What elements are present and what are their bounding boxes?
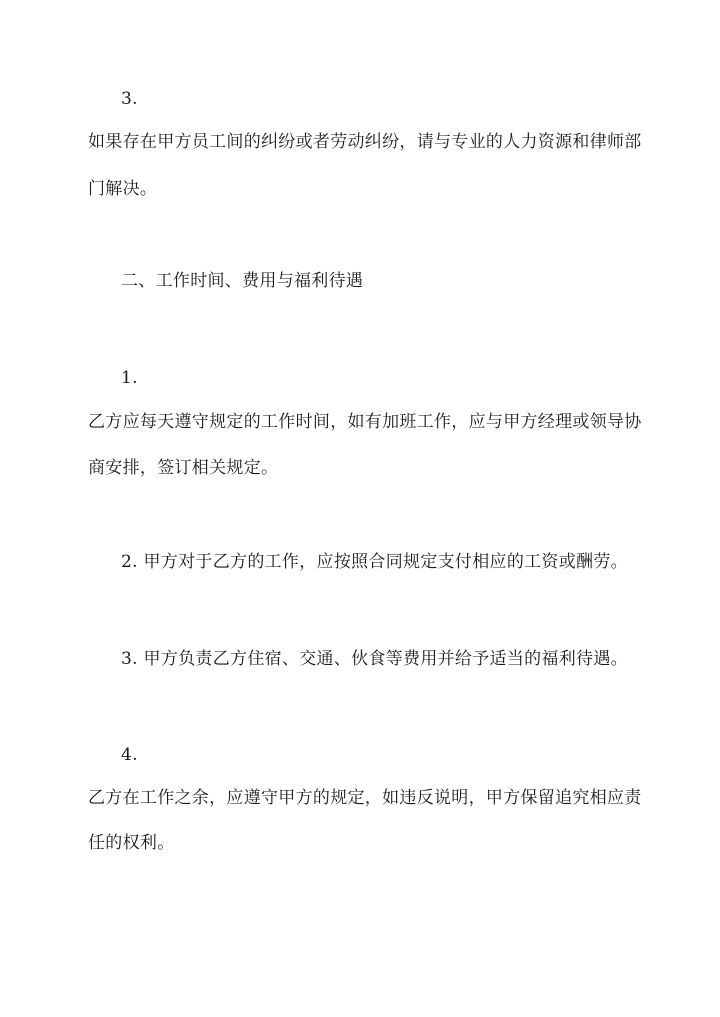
item-3-text: 3. 甲方负责乙方住宿、交通、伙食等费用并给予适当的福利待遇。 (121, 649, 628, 669)
item-4-text-line-2: 任的权利。 (88, 833, 175, 853)
item-2-text: 2. 甲方对于乙方的工作，应按照合同规定支付相应的工资或酬劳。 (121, 552, 628, 572)
section-heading: 二、工作时间、费用与福利待遇 (121, 271, 364, 291)
item-1-text-line-2: 商安排，签订相关规定。 (88, 458, 279, 478)
item-4-text-line-1: 乙方在工作之余，应遵守甲方的规定，如违反说明，甲方保留追究相应责 (88, 788, 642, 808)
section-3-text-line-1: 如果存在甲方员工间的纠纷或者劳动纠纷，请与专业的人力资源和律师部 (88, 132, 642, 152)
item-1-text-line-1: 乙方应每天遵守规定的工作时间，如有加班工作，应与甲方经理或领导协 (88, 412, 642, 432)
item-1-number: 1. (121, 368, 138, 388)
item-4-number: 4. (121, 745, 138, 765)
section-3-text-line-2: 门解决。 (88, 179, 158, 199)
section-3-number: 3. (121, 89, 138, 109)
